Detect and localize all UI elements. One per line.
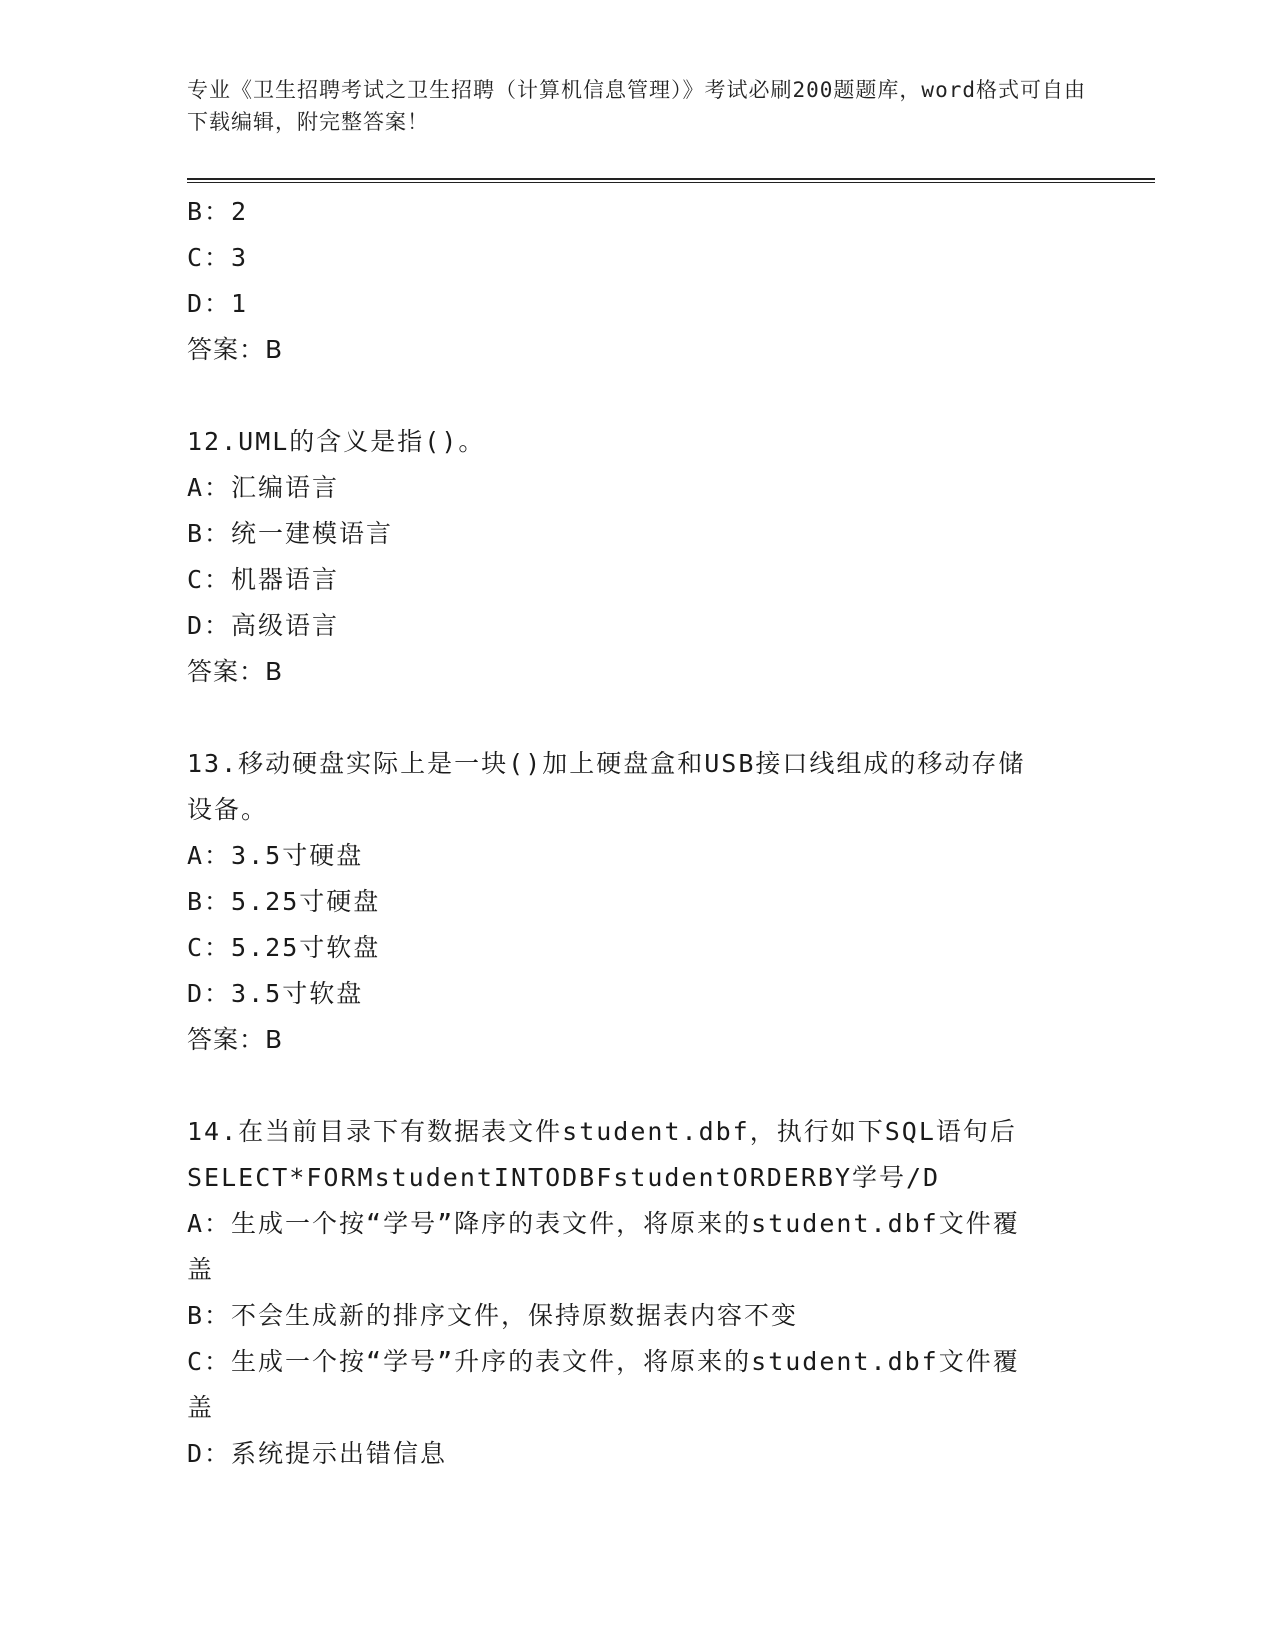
q14-option-b: B：不会生成新的排序文件，保持原数据表内容不变 — [187, 1301, 799, 1330]
q12-option-d: D：高级语言 — [187, 611, 340, 640]
q12-option-a: A：汇编语言 — [187, 473, 340, 502]
q13-question-line1: 13.移动硬盘实际上是一块()加上硬盘盒和USB接口线组成的移动存储 — [187, 749, 1026, 778]
q12-option-b: B：统一建模语言 — [187, 519, 394, 548]
q11-option-d: D：1 — [187, 289, 249, 318]
q11-option-c: C：3 — [187, 243, 249, 272]
q12-answer: 答案：B — [187, 657, 284, 686]
spacer — [187, 1063, 1087, 1109]
q12-option-c: C：机器语言 — [187, 565, 340, 594]
spacer — [187, 373, 1087, 419]
q13-option-c: C：5.25寸软盘 — [187, 933, 381, 962]
q13-option-d: D：3.5寸软盘 — [187, 979, 364, 1008]
spacer — [187, 695, 1087, 741]
header-divider — [187, 178, 1155, 180]
q11-option-b: B：2 — [187, 197, 249, 226]
q14-question-line2: SELECT*FORMstudentINTODBFstudentORDERBY学号/D — [187, 1163, 941, 1192]
q13-question-line2: 设备。 — [187, 795, 269, 824]
q14-question-line1: 14.在当前目录下有数据表文件student.dbf，执行如下SQL语句后 — [187, 1117, 1017, 1146]
q14-option-c-line2: 盖 — [187, 1393, 215, 1422]
document-header: 专业《卫生招聘考试之卫生招聘（计算机信息管理）》考试必刷200题题库，word格式可自由下载编辑，附完整答案！ — [187, 78, 1086, 134]
q13-option-b: B：5.25寸硬盘 — [187, 887, 381, 916]
q14-option-a-line2: 盖 — [187, 1255, 215, 1284]
q14-option-d: D：系统提示出错信息 — [187, 1439, 448, 1468]
q14-option-a-line1: A：生成一个按“学号”降序的表文件，将原来的student.dbf文件覆 — [187, 1209, 1020, 1238]
header-divider-thin — [187, 182, 1155, 183]
question-body — [187, 189, 1087, 1477]
q13-option-a: A：3.5寸硬盘 — [187, 841, 364, 870]
q13-answer: 答案：B — [187, 1025, 284, 1054]
q12-question: 12.UML的含义是指()。 — [187, 427, 486, 456]
q14-option-c-line1: C：生成一个按“学号”升序的表文件，将原来的student.dbf文件覆 — [187, 1347, 1020, 1376]
q11-answer: 答案：B — [187, 335, 284, 364]
